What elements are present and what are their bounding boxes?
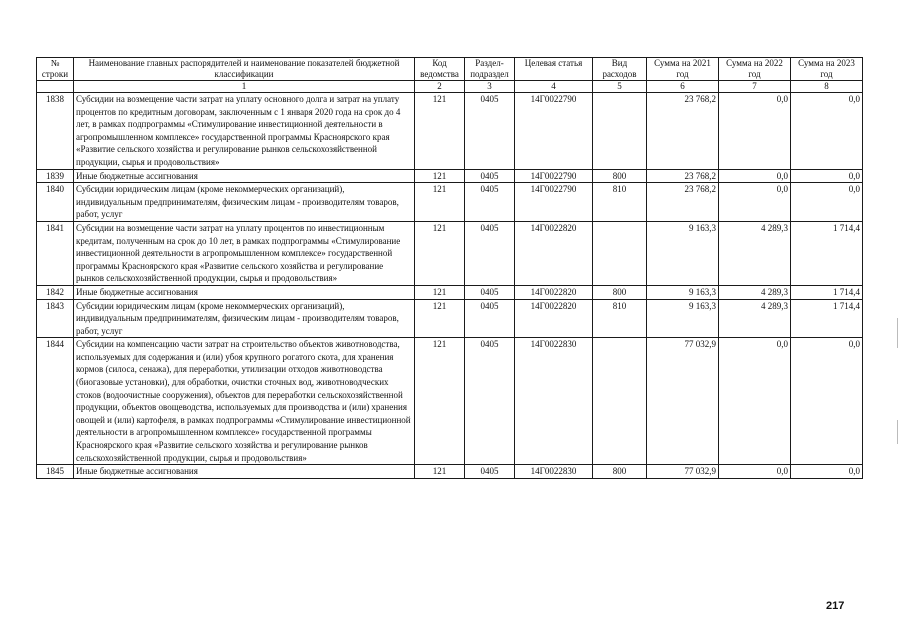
section-code: 0405	[465, 221, 515, 285]
sum-2023: 0,0	[791, 169, 863, 183]
sum-2022: 4 289,3	[719, 221, 791, 285]
column-number: 8	[791, 81, 863, 93]
target-article: 14Г0022820	[515, 221, 593, 285]
header-row	[37, 58, 863, 81]
target-article: 14Г0022790	[515, 169, 593, 183]
target-article: 14Г0022790	[515, 183, 593, 222]
section-code: 0405	[465, 299, 515, 338]
expense-type: 800	[593, 285, 647, 299]
header-target-article: Целевая статья	[515, 58, 593, 81]
header-sum-2023: Сумма на 2023 год	[791, 58, 863, 81]
table-row	[37, 285, 863, 299]
sum-2023: 0,0	[791, 338, 863, 465]
expense-type: 800	[593, 169, 647, 183]
section-code: 0405	[465, 183, 515, 222]
department-code: 121	[415, 169, 465, 183]
sum-2023: 1 714,4	[791, 299, 863, 338]
sum-2022: 0,0	[719, 183, 791, 222]
sum-2022: 4 289,3	[719, 299, 791, 338]
target-article: 14Г0022830	[515, 465, 593, 479]
department-code: 121	[415, 299, 465, 338]
sum-2022: 0,0	[719, 465, 791, 479]
section-code: 0405	[465, 465, 515, 479]
table-row	[37, 338, 863, 465]
row-number: 1842	[37, 285, 74, 299]
section-code: 0405	[465, 169, 515, 183]
sum-2023: 0,0	[791, 465, 863, 479]
row-name: Иные бюджетные ассигнования	[74, 465, 415, 479]
page-number: 217	[826, 600, 845, 612]
scan-edge-mark	[897, 318, 898, 348]
row-name: Иные бюджетные ассигнования	[74, 169, 415, 183]
scan-edge-mark	[897, 420, 898, 444]
row-name: Субсидии на компенсацию части затрат на строительство объектов животноводства, используемых для содержания и (или) убоя крупного рогатого скота, для хранения кормов (силоса, сенажа), для переработки, утилизации отходов животноводства (биогазовые установки), для обработки, очистки сточных вод, животноводческих стоков (водоочистные сооружения), объектов для переработки сельскохозяйственной продукции, объектов овощеводства, используемых для производства и (или) хранения овощей и (или) картофеля, в рамках подпрограммы «Стимулирование инвестиционной деятельности в агропромышленном комплексе» государственной программы Красноярского края «Развитие сельского хозяйства и регулирование рынков сельскохозяйственной продукции, сырья и продовольствия»	[74, 338, 415, 465]
table-row	[37, 93, 863, 170]
row-number: 1840	[37, 183, 74, 222]
department-code: 121	[415, 285, 465, 299]
sum-2022: 0,0	[719, 169, 791, 183]
header-row-number: № строки	[37, 58, 74, 81]
sum-2021: 77 032,9	[647, 465, 719, 479]
sum-2022: 4 289,3	[719, 285, 791, 299]
target-article: 14Г0022790	[515, 93, 593, 170]
row-name: Субсидии на возмещение части затрат на уплату основного долга и затрат на уплату процентов по кредитным договорам, заключенным с 1 января 2020 года на срок до 4 лет, в рамках подпрограммы «Стимулирование инвестиционной деятельности в агропромышленном комплексе» государственной программы Красноярского края «Развитие сельского хозяйства и регулирование рынков сельскохозяйственной продукции, сырья и продовольствия»	[74, 93, 415, 170]
budget-table	[36, 57, 863, 479]
expense-type	[593, 221, 647, 285]
section-code: 0405	[465, 285, 515, 299]
department-code: 121	[415, 338, 465, 465]
column-number: 2	[415, 81, 465, 93]
section-code: 0405	[465, 93, 515, 170]
row-number: 1841	[37, 221, 74, 285]
section-code: 0405	[465, 338, 515, 465]
table-row	[37, 169, 863, 183]
expense-type	[593, 338, 647, 465]
sum-2021: 23 768,2	[647, 93, 719, 170]
sum-2021: 9 163,3	[647, 285, 719, 299]
sum-2023: 0,0	[791, 93, 863, 170]
budget-sheet	[36, 57, 862, 479]
sum-2021: 23 768,2	[647, 169, 719, 183]
department-code: 121	[415, 465, 465, 479]
sum-2022: 0,0	[719, 93, 791, 170]
column-number: 6	[647, 81, 719, 93]
header-expense-type: Вид расходов	[593, 58, 647, 81]
table-row	[37, 183, 863, 222]
sum-2023: 0,0	[791, 183, 863, 222]
expense-type: 810	[593, 299, 647, 338]
expense-type: 810	[593, 183, 647, 222]
row-name: Иные бюджетные ассигнования	[74, 285, 415, 299]
column-number: 5	[593, 81, 647, 93]
department-code: 121	[415, 93, 465, 170]
sum-2022: 0,0	[719, 338, 791, 465]
table-row	[37, 221, 863, 285]
expense-type: 800	[593, 465, 647, 479]
department-code: 121	[415, 183, 465, 222]
column-number: 7	[719, 81, 791, 93]
row-number: 1844	[37, 338, 74, 465]
column-number: 4	[515, 81, 593, 93]
sum-2021: 77 032,9	[647, 338, 719, 465]
column-number-row	[37, 81, 863, 93]
row-number: 1839	[37, 169, 74, 183]
header-section: Раздел- подраздел	[465, 58, 515, 81]
table-row	[37, 299, 863, 338]
row-name: Субсидии юридическим лицам (кроме некоммерческих организаций), индивидуальным предпринимателям, физическим лицам - производителям товаров, работ, услуг	[74, 183, 415, 222]
sum-2023: 1 714,4	[791, 285, 863, 299]
header-sum-2022: Сумма на 2022 год	[719, 58, 791, 81]
row-number: 1843	[37, 299, 74, 338]
row-name: Субсидии юридическим лицам (кроме некоммерческих организаций), индивидуальным предпринимателям, физическим лицам - производителям товаров, работ, услуг	[74, 299, 415, 338]
header-sum-2021: Сумма на 2021 год	[647, 58, 719, 81]
header-department-code: Код ведомства	[415, 58, 465, 81]
sum-2021: 9 163,3	[647, 299, 719, 338]
column-number: 1	[74, 81, 415, 93]
target-article: 14Г0022820	[515, 299, 593, 338]
table-row	[37, 465, 863, 479]
sum-2021: 9 163,3	[647, 221, 719, 285]
expense-type	[593, 93, 647, 170]
sum-2021: 23 768,2	[647, 183, 719, 222]
sum-2023: 1 714,4	[791, 221, 863, 285]
row-number: 1845	[37, 465, 74, 479]
row-name: Субсидии на возмещение части затрат на уплату процентов по инвестиционным кредитам, полученным на срок до 10 лет, в рамках подпрограммы «Стимулирование инвестиционной деятельности в агропромышленном комплексе» государственной программы Красноярского края «Развитие сельского хозяйства и регулирование рынков сельскохозяйственной продукции, сырья и продовольствия»	[74, 221, 415, 285]
row-number: 1838	[37, 93, 74, 170]
column-number	[37, 81, 74, 93]
column-number: 3	[465, 81, 515, 93]
target-article: 14Г0022830	[515, 338, 593, 465]
target-article: 14Г0022820	[515, 285, 593, 299]
department-code: 121	[415, 221, 465, 285]
header-name: Наименование главных распорядителей и наименование показателей бюджетной классификации	[74, 58, 415, 81]
